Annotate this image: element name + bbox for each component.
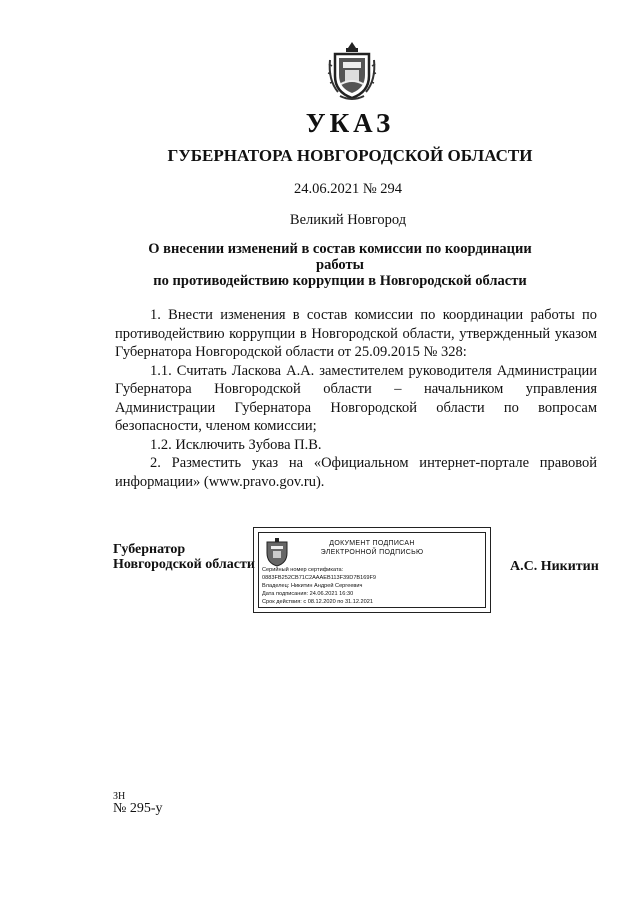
stamp-validity: Срок действия: с 08.12.2020 по 31.12.2021	[262, 599, 373, 605]
electronic-signature-stamp	[253, 527, 491, 613]
paragraph-1-2: 1.2. Исключить Зубова П.В.	[150, 436, 322, 453]
stamp-heading-line-2: ЭЛЕКТРОННОЙ ПОДПИСЬЮ	[320, 549, 424, 556]
paragraph-2: 2. Разместить указ на «Официальном интернет-портале правовой информации» (www.pravo.gov.ru).	[115, 455, 597, 490]
paragraph-1: 1. Внести изменения в состав комиссии по координации работы по противодействию коррупции в Новгородской области, утвержденный указом Губернатора Новгородской области от 25.09.2015 № 328:	[115, 307, 597, 360]
footer	[113, 792, 163, 816]
stamp-coat-of-arms-icon	[263, 537, 291, 567]
stamp-inner-frame	[258, 532, 486, 608]
stamp-heading-line-1: ДОКУМЕНТ ПОДПИСАН	[329, 540, 415, 547]
document-title: УКАЗ	[305, 108, 395, 138]
decree-body	[115, 306, 597, 491]
footer-number: № 295-у	[113, 801, 163, 816]
signatory-name: А.С. Никитин	[510, 559, 599, 574]
city: Великий Новгород	[289, 212, 407, 228]
signatory-position-line-1: Губернатор	[113, 542, 186, 557]
subject-line-2: по противодействию коррупции в Новгородской области	[153, 273, 527, 289]
stamp-serial: 0883FB252CB71C2AAAEB113F39D7B169F9	[262, 575, 377, 581]
stamp-owner: Владелец: Никитин Андрей Сергеевич	[262, 583, 363, 589]
novgorod-coat-of-arms-icon	[326, 40, 378, 102]
document-subtitle: ГУБЕРНАТОРА НОВГОРОДСКОЙ ОБЛАСТИ	[167, 146, 533, 165]
stamp-serial-label: Серийный номер сертификата:	[262, 567, 344, 573]
date-and-number: 24.06.2021 № 294	[293, 181, 403, 197]
signatory-position-line-2: Новгородской области	[113, 557, 255, 572]
stamp-signed-date: Дата подписания: 24.06.2021 16:30	[262, 591, 354, 597]
stamp-details	[262, 566, 487, 606]
paragraph-1-1: 1.1. Считать Ласкова А.А. заместителем руководителя Администрации Губернатора Новгородской области – начальником управления Администрации Губернатора Новгородской области по вопросам безопасности, членом комиссии;	[115, 362, 597, 434]
footer-initials: ЗН	[113, 791, 126, 802]
stamp-heading	[297, 539, 447, 557]
decree-subject	[140, 241, 540, 289]
signatory-position	[113, 542, 255, 572]
subject-line-1: О внесении изменений в состав комиссии по координации работы	[148, 241, 532, 273]
